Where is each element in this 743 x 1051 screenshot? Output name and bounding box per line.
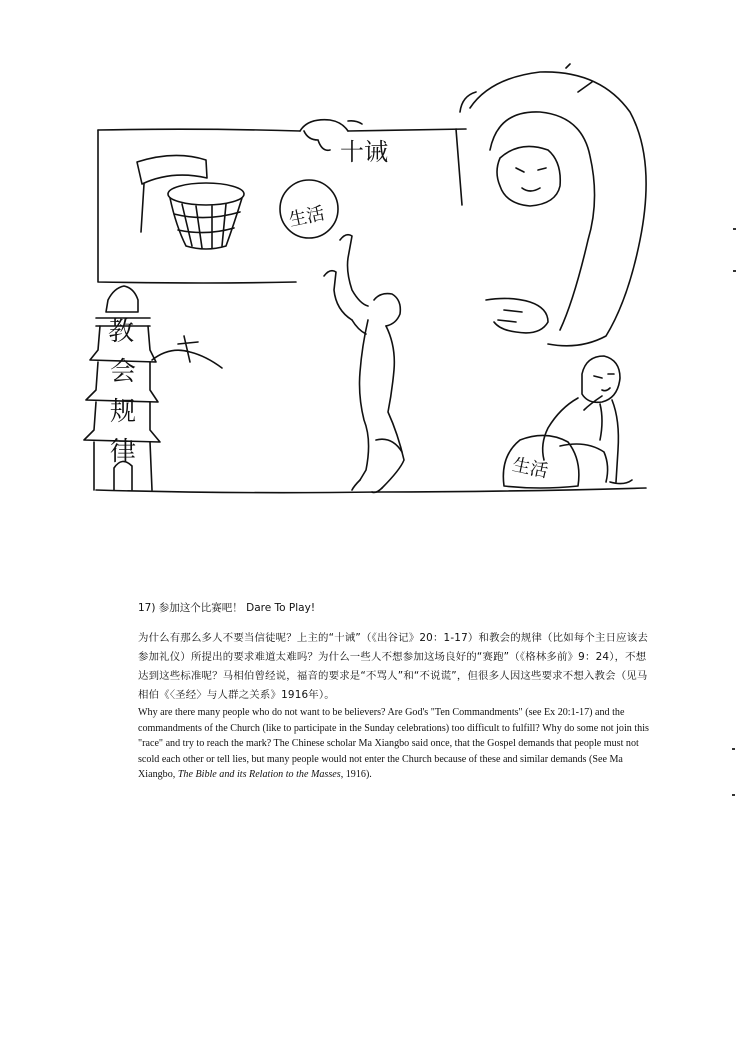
basketball-hoop [137, 155, 244, 249]
caption-english-book: The Bible and its Relation to the Masses [177, 769, 341, 781]
tower-label-3: 规 [110, 397, 137, 427]
stone-label: 生活 [510, 454, 550, 483]
jumping-person [324, 235, 404, 493]
caption-english-main: Why are there many people who do not want to be believers? Are God's "Ten Commandments" (see Ex 20:1-17) and the commandments of the Church (like to participate in the Sunday celebrations) too difficult to fulfill? Why do some not join this "race" and try to reach the mark? The Chinese scholar Ma Xiangbo said once, that the Gospel demands that people must not scold each other or tell lies, but many people would not enter the Church because of these and similar demands (See Ma Xiangbo, [138, 707, 649, 781]
ball-label: 生活 [287, 203, 327, 232]
god-figure [460, 64, 646, 346]
scan-mark [732, 748, 735, 750]
caption-chinese: 为什么有那么多人不要当信徒呢？上主的“十诫”（《出谷记》20：1-17）和教会的规律（比如每个主日应该去参加礼仪）所提出的要求难道太难吗？为什么一些人不想参加这场良好的“赛跑”（《格林多前》9：24），不想达到这些标准呢？马相伯曾经说，福音的要求是“不骂人”和“不说谎”，但很多人因这些要求不想入教会（见马相伯《〈圣经〉与人群之关系》1916年）。 [138, 632, 648, 701]
caption-title: 17) 参加这个比赛吧！ Dare To Play! [138, 602, 316, 614]
sitting-person [543, 356, 632, 484]
caption-english [138, 705, 650, 783]
scan-mark [733, 270, 736, 272]
commandments-label: 十诫 [340, 138, 388, 166]
tower-label-2: 会 [110, 357, 137, 387]
scan-mark [732, 794, 735, 796]
commandments-board [98, 129, 466, 283]
scan-mark [733, 228, 736, 230]
caption-block [138, 600, 650, 783]
tower-label-4: 律 [110, 437, 137, 467]
caption-english-end: , 1916). [340, 769, 372, 781]
church-tower [84, 286, 646, 493]
tower-label-1: 教 [108, 317, 135, 347]
